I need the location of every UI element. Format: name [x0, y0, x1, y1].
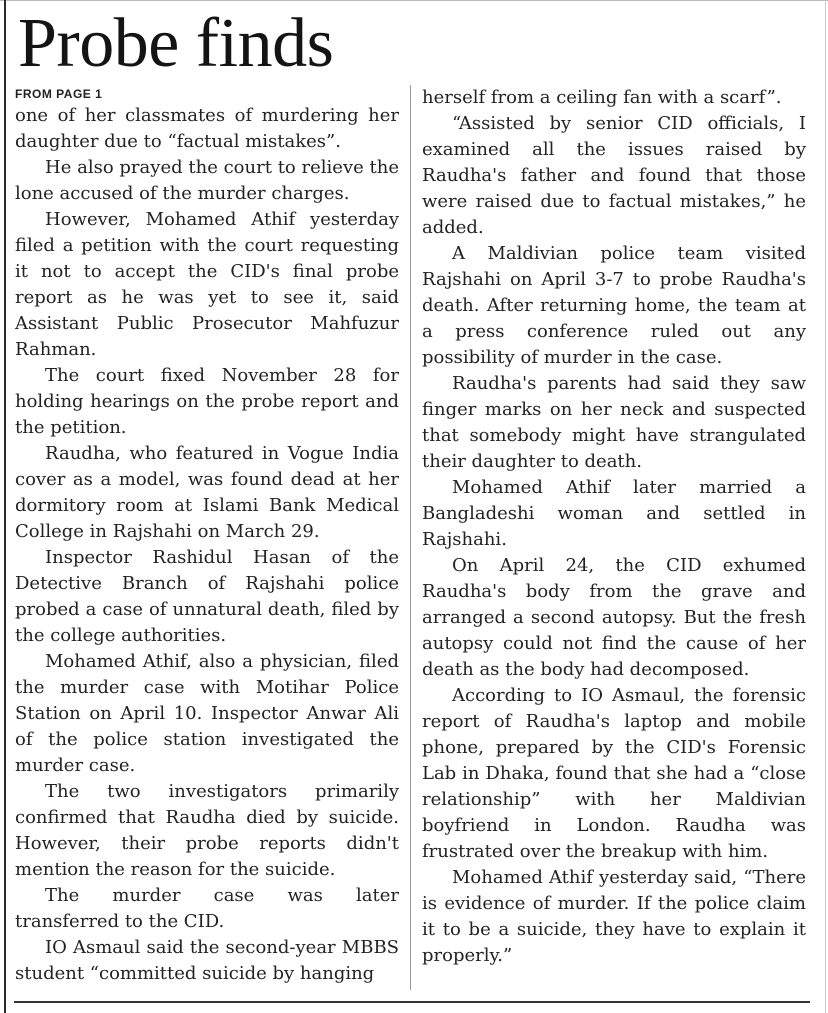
paragraph: The court fixed November 28 for holding hearings on the probe report and the petition.	[15, 365, 399, 438]
paragraph: The two investigators primarily confirmed that Raudha died by suicide. However, their probe reports didn't mention the reason for the suicide.	[15, 781, 399, 880]
page-top-border	[0, 0, 828, 1]
page-left-border	[4, 0, 6, 1013]
paragraph: Mohamed Athif later married a Bangladeshi woman and settled in Rajshahi.	[422, 477, 806, 550]
bottom-rule	[14, 1001, 810, 1003]
paragraph: Inspector Rashidul Hasan of the Detective Branch of Rajshahi police probed a case of unnatural death, filed by the college authorities.	[15, 547, 399, 646]
paragraph: Mohamed Athif yesterday said, “There is evidence of murder. If the police claim it to be a suicide, they have to explain it properly.”	[422, 867, 806, 966]
paragraph: However, Mohamed Athif yesterday filed a petition with the court requesting it not to accept the CID's final probe report as he was yet to see it, said Assistant Public Prosecutor Mahfuzur Rahman.	[15, 209, 399, 360]
paragraph: IO Asmaul said the second-year MBBS student “committed suicide by hanging	[15, 937, 399, 984]
article-headline: Probe finds	[18, 5, 334, 82]
paragraph: “Assisted by senior CID officials, I examined all the issues raised by Raudha's father and found that those were raised due to factual mistakes,” he added.	[422, 113, 806, 238]
paragraph: herself from a ceiling fan with a scarf”.	[422, 87, 782, 108]
paragraph: one of her classmates of murdering her daughter due to “factual mistakes”.	[15, 105, 399, 152]
column-divider	[410, 85, 411, 990]
paragraph: Mohamed Athif, also a physician, filed the murder case with Motihar Police Station on April 10. Inspector Anwar Ali of the police station investigated the murder case.	[15, 651, 399, 776]
paragraph: The murder case was later transferred to the CID.	[15, 885, 399, 932]
paragraph: Raudha's parents had said they saw finger marks on her neck and suspected that somebody might have strangulated their daughter to death.	[422, 373, 806, 472]
paragraph: He also prayed the court to relieve the lone accused of the murder charges.	[15, 157, 399, 204]
paragraph: According to IO Asmaul, the forensic report of Raudha's laptop and mobile phone, prepared by the CID's Forensic Lab in Dhaka, found that she had a “close relationship” with her Maldivian boyfriend in London. Raudha was frustrated over the breakup with him.	[422, 685, 806, 862]
article-column-right	[422, 85, 806, 969]
paragraph: A Maldivian police team visited Rajshahi on April 3-7 to probe Raudha's death. After returning home, the team at a press conference ruled out any possibility of murder in the case.	[422, 243, 806, 368]
article-column-left	[15, 85, 399, 987]
paragraph: On April 24, the CID exhumed Raudha's body from the grave and arranged a second autopsy. But the fresh autopsy could not find the cause of her death as the body had decomposed.	[422, 555, 806, 680]
paragraph: Raudha, who featured in Vogue India cover as a model, was found dead at her dormitory room at Islami Bank Medical College in Rajshahi on March 29.	[15, 443, 399, 542]
page-right-border	[825, 0, 826, 1013]
continuation-kicker: FROM PAGE 1	[15, 87, 103, 101]
